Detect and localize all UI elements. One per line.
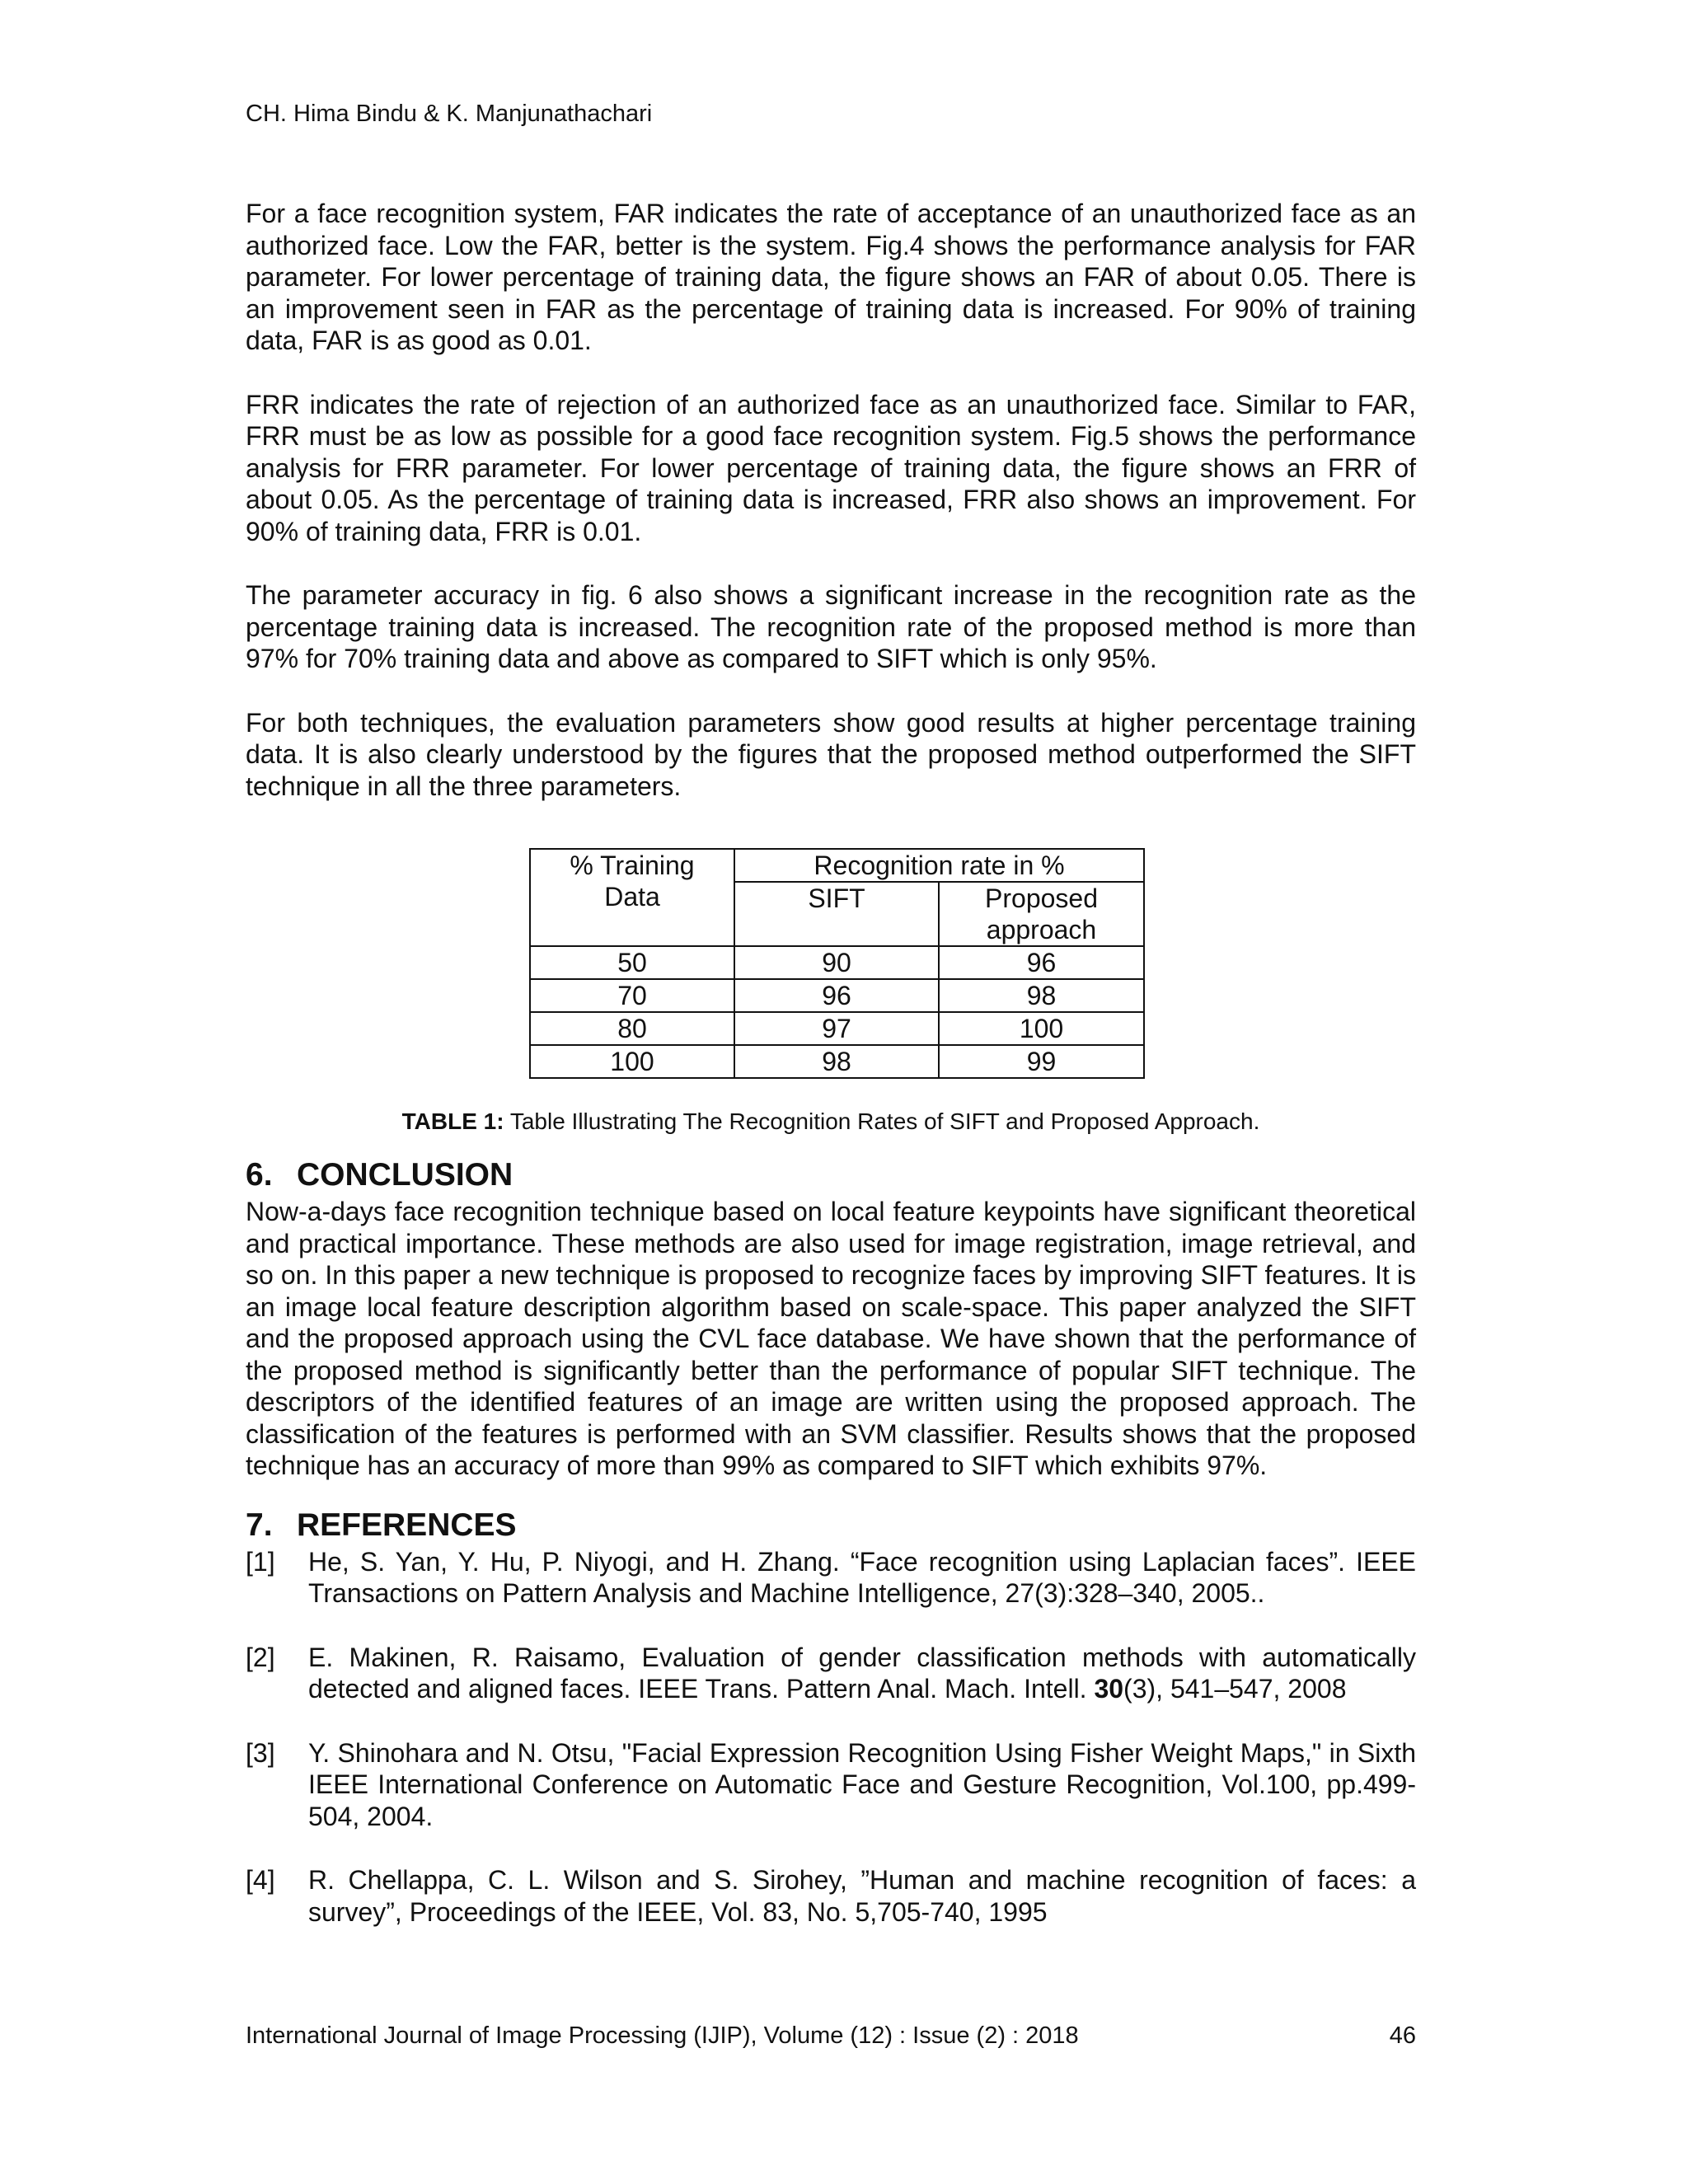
conclusion-number: 6. bbox=[246, 1157, 273, 1193]
table-row bbox=[530, 1012, 1144, 1045]
reference-item bbox=[246, 1546, 1416, 1610]
paragraph-summary: For both techniques, the evaluation parameters show good results at higher percentage training data. It is also clearly understood by the figures that the proposed method outperformed the SIFT technique in all the three parameters. bbox=[246, 707, 1416, 801]
page-content bbox=[246, 198, 1416, 1960]
table-cell: 90 bbox=[734, 946, 939, 979]
reference-volume-bold: 30 bbox=[1094, 1674, 1124, 1704]
table-caption-label: TABLE 1: bbox=[401, 1108, 504, 1134]
reference-item bbox=[246, 1864, 1416, 1928]
table-cell: 100 bbox=[530, 1045, 734, 1078]
table-cell: 96 bbox=[734, 979, 939, 1012]
table-cell: 50 bbox=[530, 946, 734, 979]
references-heading bbox=[246, 1507, 1416, 1544]
table-cell: 100 bbox=[939, 1012, 1144, 1045]
reference-index: [4] bbox=[246, 1865, 275, 1895]
reference-text bbox=[308, 1642, 1416, 1705]
conclusion-text: Now-a-days face recognition technique based on local feature keypoints have significant theoretical and practical importance. These methods are also used for image registration, image retrieval, and so on. In this paper a new technique is proposed to recognize faces by improving SIFT features. It is an image local feature description algorithm based on scale-space. This paper analyzed the SIFT and the proposed approach using the CVL face database. We have shown that the performance of the proposed method is significantly better than the performance of popular SIFT technique. The descriptors of the identified features of an image are written using the proposed approach. The classification of the features is performed with an SVM classifier. Results shows that the proposed technique has an accuracy of more than 99% as compared to SIFT which exhibits 97%. bbox=[246, 1197, 1416, 1480]
table-cell: 96 bbox=[939, 946, 1144, 979]
table-header-recognition-rate: Recognition rate in % bbox=[734, 849, 1144, 882]
reference-item bbox=[246, 1737, 1416, 1833]
reference-index: [3] bbox=[246, 1737, 275, 1768]
table-caption-text: Table Illustrating The Recognition Rates of SIFT and Proposed Approach. bbox=[509, 1108, 1260, 1134]
footer-journal: International Journal of Image Processing (IJIP), Volume (12) : Issue (2) : 2018 bbox=[246, 2022, 1079, 2049]
table-cell: 80 bbox=[530, 1012, 734, 1045]
reference-index: [1] bbox=[246, 1546, 275, 1577]
table-header-training-data: % Training Data bbox=[530, 849, 734, 946]
table-cell: 98 bbox=[734, 1045, 939, 1078]
reference-item bbox=[246, 1642, 1416, 1705]
table-header-proposed: Proposed approach bbox=[939, 882, 1144, 946]
footer-page-number: 46 bbox=[1389, 2022, 1416, 2049]
conclusion-title: CONCLUSION bbox=[297, 1157, 513, 1193]
table-row bbox=[530, 1045, 1144, 1078]
reference-text-main: E. Makinen, R. Raisamo, Evaluation of gender classification methods with automatically detected and aligned faces. IEEE Trans. Pattern Anal. Mach. Intell. bbox=[308, 1642, 1416, 1704]
page-footer bbox=[246, 2021, 1416, 2050]
reference-text: He, S. Yan, Y. Hu, P. Niyogi, and H. Zhang. “Face recognition using Laplacian faces”. IEEE Transactions on Pattern Analysis and Machine Intelligence, 27(3):328–340, 2005.. bbox=[308, 1546, 1416, 1608]
running-header-authors: CH. Hima Bindu & K. Manjunathachari bbox=[246, 101, 653, 127]
table-cell: 99 bbox=[939, 1045, 1144, 1078]
recognition-rate-table bbox=[529, 848, 1145, 1079]
table-cell: 70 bbox=[530, 979, 734, 1012]
conclusion-heading bbox=[246, 1156, 1416, 1194]
reference-index: [2] bbox=[246, 1642, 275, 1672]
references-title: REFERENCES bbox=[297, 1507, 517, 1543]
reference-text: Y. Shinohara and N. Otsu, "Facial Expression Recognition Using Fisher Weight Maps," in Sixth IEEE International Conference on Automatic Face and Gesture Recognition, Vol.100, pp.499-504, 2004. bbox=[308, 1737, 1416, 1831]
references-number: 7. bbox=[246, 1507, 273, 1543]
table-caption bbox=[246, 1107, 1416, 1137]
paragraph-far: For a face recognition system, FAR indicates the rate of acceptance of an unauthorized face as an authorized face. Low the FAR, better is the system. Fig.4 shows the performance analysis for FAR parameter. For lower percentage of training data, the figure shows an FAR of about 0.05. There is an improvement seen in FAR as the percentage of training data is increased. For 90% of training data, FAR is as good as 0.01. bbox=[246, 199, 1416, 355]
table-cell: 98 bbox=[939, 979, 1144, 1012]
paragraph-frr: FRR indicates the rate of rejection of an authorized face as an unauthorized face. Similar to FAR, FRR must be as low as possible for a good face recognition system. Fig.5 shows the performance analysis for FRR parameter. For lower percentage of training data, the figure shows an FRR of about 0.05. As the percentage of training data is increased, FRR also shows an improvement. For 90% of training data, FRR is 0.01. bbox=[246, 389, 1416, 546]
table-row bbox=[530, 946, 1144, 979]
reference-text: R. Chellappa, C. L. Wilson and S. Sirohey, ”Human and machine recognition of faces: a survey”, Proceedings of the IEEE, Vol. 83, No. 5,705-740, 1995 bbox=[308, 1865, 1416, 1927]
table-header-row bbox=[530, 849, 1144, 882]
table-row bbox=[530, 979, 1144, 1012]
reference-text-tail: (3), 541–547, 2008 bbox=[1123, 1674, 1347, 1704]
table-header-sift: SIFT bbox=[734, 882, 939, 946]
paragraph-accuracy: The parameter accuracy in fig. 6 also shows a significant increase in the recognition rate as the percentage training data is increased. The recognition rate of the proposed method is more than 97% for 70% training data and above as compared to SIFT which is only 95%. bbox=[246, 580, 1416, 673]
table-cell: 97 bbox=[734, 1012, 939, 1045]
